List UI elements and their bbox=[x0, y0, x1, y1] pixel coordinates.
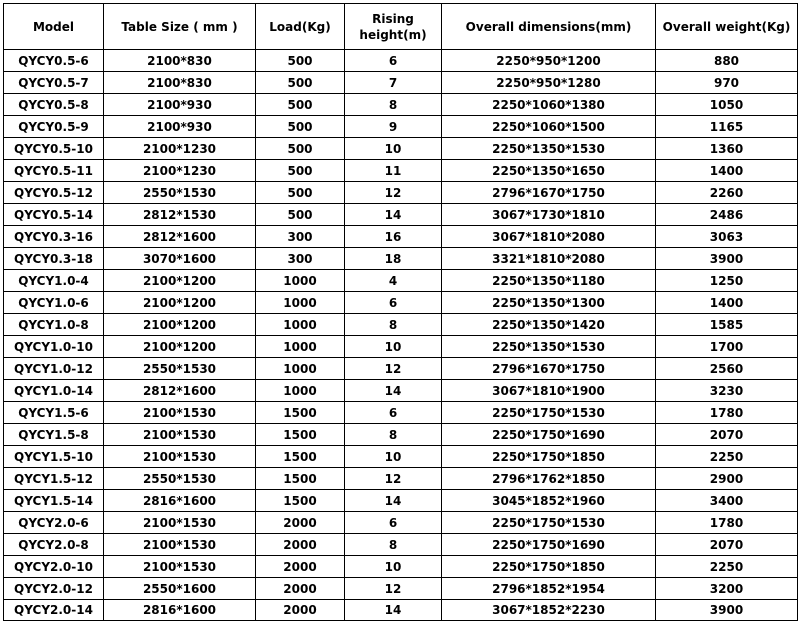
cell-overall-weight: 2260 bbox=[656, 182, 798, 204]
cell-overall-dimensions: 2250*1750*1850 bbox=[442, 556, 656, 578]
cell-overall-weight: 2070 bbox=[656, 424, 798, 446]
cell-rising-height: 8 bbox=[345, 424, 442, 446]
cell-load: 500 bbox=[256, 72, 345, 94]
cell-table-size: 2100*1200 bbox=[104, 314, 256, 336]
cell-overall-dimensions: 2250*1350*1420 bbox=[442, 314, 656, 336]
cell-rising-height: 6 bbox=[345, 292, 442, 314]
cell-table-size: 2100*930 bbox=[104, 94, 256, 116]
cell-overall-dimensions: 3321*1810*2080 bbox=[442, 248, 656, 270]
table-row bbox=[4, 336, 798, 358]
cell-load: 300 bbox=[256, 248, 345, 270]
cell-overall-dimensions: 2796*1670*1750 bbox=[442, 182, 656, 204]
cell-load: 500 bbox=[256, 50, 345, 72]
cell-overall-weight: 3900 bbox=[656, 248, 798, 270]
cell-model: QYCY1.5-12 bbox=[4, 468, 104, 490]
table-row bbox=[4, 292, 798, 314]
cell-overall-dimensions: 3067*1810*2080 bbox=[442, 226, 656, 248]
cell-load: 2000 bbox=[256, 534, 345, 556]
cell-overall-dimensions: 2796*1762*1850 bbox=[442, 468, 656, 490]
cell-load: 500 bbox=[256, 160, 345, 182]
cell-overall-dimensions: 3045*1852*1960 bbox=[442, 490, 656, 512]
cell-load: 2000 bbox=[256, 600, 345, 621]
cell-overall-dimensions: 3067*1852*2230 bbox=[442, 600, 656, 621]
cell-model: QYCY1.5-8 bbox=[4, 424, 104, 446]
cell-table-size: 3070*1600 bbox=[104, 248, 256, 270]
cell-rising-height: 12 bbox=[345, 578, 442, 600]
cell-model: QYCY2.0-10 bbox=[4, 556, 104, 578]
table-row bbox=[4, 446, 798, 468]
cell-load: 1000 bbox=[256, 380, 345, 402]
cell-load: 1000 bbox=[256, 358, 345, 380]
cell-overall-weight: 2900 bbox=[656, 468, 798, 490]
cell-model: QYCY0.3-18 bbox=[4, 248, 104, 270]
cell-table-size: 2100*830 bbox=[104, 50, 256, 72]
cell-load: 2000 bbox=[256, 512, 345, 534]
table-row bbox=[4, 226, 798, 248]
cell-overall-weight: 1585 bbox=[656, 314, 798, 336]
cell-overall-weight: 1400 bbox=[656, 160, 798, 182]
cell-load: 2000 bbox=[256, 578, 345, 600]
table-row bbox=[4, 160, 798, 182]
header-row bbox=[4, 4, 798, 50]
cell-load: 1500 bbox=[256, 468, 345, 490]
cell-overall-dimensions: 3067*1810*1900 bbox=[442, 380, 656, 402]
table-row bbox=[4, 424, 798, 446]
cell-table-size: 2100*1230 bbox=[104, 160, 256, 182]
cell-table-size: 2100*1530 bbox=[104, 534, 256, 556]
cell-model: QYCY0.5-8 bbox=[4, 94, 104, 116]
cell-rising-height: 8 bbox=[345, 94, 442, 116]
cell-rising-height: 16 bbox=[345, 226, 442, 248]
cell-load: 500 bbox=[256, 94, 345, 116]
cell-overall-dimensions: 2250*1750*1850 bbox=[442, 446, 656, 468]
cell-table-size: 2100*1200 bbox=[104, 270, 256, 292]
header-model: Model bbox=[4, 4, 104, 50]
cell-rising-height: 12 bbox=[345, 182, 442, 204]
table-row bbox=[4, 512, 798, 534]
cell-table-size: 2550*1530 bbox=[104, 468, 256, 490]
cell-load: 1500 bbox=[256, 446, 345, 468]
cell-overall-weight: 2070 bbox=[656, 534, 798, 556]
cell-model: QYCY0.3-16 bbox=[4, 226, 104, 248]
cell-overall-weight: 880 bbox=[656, 50, 798, 72]
specification-table bbox=[3, 3, 798, 621]
cell-load: 1000 bbox=[256, 314, 345, 336]
cell-overall-dimensions: 2250*1350*1650 bbox=[442, 160, 656, 182]
cell-load: 1000 bbox=[256, 336, 345, 358]
cell-overall-dimensions: 2250*1350*1300 bbox=[442, 292, 656, 314]
table-row bbox=[4, 72, 798, 94]
cell-table-size: 2550*1530 bbox=[104, 358, 256, 380]
cell-model: QYCY1.5-6 bbox=[4, 402, 104, 424]
table-row bbox=[4, 490, 798, 512]
cell-load: 1500 bbox=[256, 402, 345, 424]
table-row bbox=[4, 138, 798, 160]
cell-overall-weight: 1700 bbox=[656, 336, 798, 358]
cell-table-size: 2100*830 bbox=[104, 72, 256, 94]
table-row bbox=[4, 578, 798, 600]
header-rising-height: Rising height(m) bbox=[345, 4, 442, 50]
cell-overall-dimensions: 2250*1750*1690 bbox=[442, 534, 656, 556]
cell-table-size: 2100*1530 bbox=[104, 446, 256, 468]
cell-overall-weight: 3400 bbox=[656, 490, 798, 512]
cell-rising-height: 6 bbox=[345, 402, 442, 424]
cell-model: QYCY1.0-14 bbox=[4, 380, 104, 402]
cell-model: QYCY0.5-7 bbox=[4, 72, 104, 94]
cell-overall-dimensions: 2250*1060*1380 bbox=[442, 94, 656, 116]
header-load: Load(Kg) bbox=[256, 4, 345, 50]
table-body bbox=[4, 50, 798, 621]
cell-table-size: 2812*1530 bbox=[104, 204, 256, 226]
cell-overall-weight: 3230 bbox=[656, 380, 798, 402]
cell-model: QYCY0.5-10 bbox=[4, 138, 104, 160]
cell-model: QYCY1.0-8 bbox=[4, 314, 104, 336]
table-row bbox=[4, 94, 798, 116]
cell-rising-height: 14 bbox=[345, 380, 442, 402]
cell-table-size: 2550*1530 bbox=[104, 182, 256, 204]
cell-model: QYCY1.5-10 bbox=[4, 446, 104, 468]
header-table-size: Table Size ( mm ) bbox=[104, 4, 256, 50]
cell-model: QYCY0.5-12 bbox=[4, 182, 104, 204]
cell-model: QYCY1.5-14 bbox=[4, 490, 104, 512]
table-row bbox=[4, 468, 798, 490]
table-row bbox=[4, 402, 798, 424]
cell-model: QYCY1.0-4 bbox=[4, 270, 104, 292]
cell-overall-dimensions: 2250*1750*1690 bbox=[442, 424, 656, 446]
cell-model: QYCY1.0-6 bbox=[4, 292, 104, 314]
cell-overall-dimensions: 2250*950*1280 bbox=[442, 72, 656, 94]
cell-overall-weight: 2250 bbox=[656, 556, 798, 578]
table-row bbox=[4, 248, 798, 270]
cell-model: QYCY0.5-6 bbox=[4, 50, 104, 72]
cell-overall-weight: 1400 bbox=[656, 292, 798, 314]
cell-rising-height: 14 bbox=[345, 204, 442, 226]
cell-overall-dimensions: 2250*1060*1500 bbox=[442, 116, 656, 138]
cell-overall-weight: 3063 bbox=[656, 226, 798, 248]
cell-model: QYCY2.0-6 bbox=[4, 512, 104, 534]
cell-model: QYCY0.5-9 bbox=[4, 116, 104, 138]
cell-overall-weight: 2486 bbox=[656, 204, 798, 226]
cell-overall-weight: 1780 bbox=[656, 512, 798, 534]
table-row bbox=[4, 600, 798, 621]
cell-rising-height: 8 bbox=[345, 314, 442, 336]
cell-load: 1000 bbox=[256, 270, 345, 292]
cell-load: 300 bbox=[256, 226, 345, 248]
cell-overall-weight: 970 bbox=[656, 72, 798, 94]
cell-overall-dimensions: 2250*1350*1530 bbox=[442, 138, 656, 160]
cell-rising-height: 12 bbox=[345, 468, 442, 490]
cell-model: QYCY2.0-12 bbox=[4, 578, 104, 600]
cell-load: 500 bbox=[256, 116, 345, 138]
cell-overall-dimensions: 3067*1730*1810 bbox=[442, 204, 656, 226]
cell-overall-dimensions: 2250*1750*1530 bbox=[442, 402, 656, 424]
cell-rising-height: 4 bbox=[345, 270, 442, 292]
table-row bbox=[4, 116, 798, 138]
cell-table-size: 2100*1530 bbox=[104, 512, 256, 534]
cell-overall-dimensions: 2250*1350*1530 bbox=[442, 336, 656, 358]
cell-model: QYCY2.0-14 bbox=[4, 600, 104, 621]
cell-rising-height: 7 bbox=[345, 72, 442, 94]
cell-model: QYCY2.0-8 bbox=[4, 534, 104, 556]
cell-load: 1000 bbox=[256, 292, 345, 314]
cell-table-size: 2100*1200 bbox=[104, 336, 256, 358]
table-row bbox=[4, 314, 798, 336]
cell-model: QYCY0.5-14 bbox=[4, 204, 104, 226]
cell-table-size: 2100*1230 bbox=[104, 138, 256, 160]
table-row bbox=[4, 556, 798, 578]
cell-rising-height: 11 bbox=[345, 160, 442, 182]
cell-overall-weight: 1250 bbox=[656, 270, 798, 292]
table-row bbox=[4, 380, 798, 402]
cell-model: QYCY0.5-11 bbox=[4, 160, 104, 182]
cell-table-size: 2816*1600 bbox=[104, 600, 256, 621]
cell-rising-height: 10 bbox=[345, 556, 442, 578]
table-header bbox=[4, 4, 798, 50]
cell-load: 500 bbox=[256, 182, 345, 204]
cell-model: QYCY1.0-12 bbox=[4, 358, 104, 380]
table-row bbox=[4, 50, 798, 72]
cell-overall-weight: 2560 bbox=[656, 358, 798, 380]
cell-rising-height: 10 bbox=[345, 138, 442, 160]
cell-table-size: 2100*930 bbox=[104, 116, 256, 138]
cell-overall-weight: 1050 bbox=[656, 94, 798, 116]
cell-table-size: 2100*1530 bbox=[104, 556, 256, 578]
table-row bbox=[4, 358, 798, 380]
header-overall-dimensions: Overall dimensions(mm) bbox=[442, 4, 656, 50]
cell-rising-height: 14 bbox=[345, 600, 442, 621]
cell-load: 1500 bbox=[256, 490, 345, 512]
cell-overall-weight: 1360 bbox=[656, 138, 798, 160]
cell-overall-dimensions: 2250*1750*1530 bbox=[442, 512, 656, 534]
cell-overall-weight: 2250 bbox=[656, 446, 798, 468]
table-row bbox=[4, 270, 798, 292]
cell-load: 2000 bbox=[256, 556, 345, 578]
cell-overall-weight: 1780 bbox=[656, 402, 798, 424]
cell-rising-height: 14 bbox=[345, 490, 442, 512]
cell-table-size: 2550*1600 bbox=[104, 578, 256, 600]
cell-load: 500 bbox=[256, 138, 345, 160]
table-row bbox=[4, 182, 798, 204]
cell-overall-weight: 1165 bbox=[656, 116, 798, 138]
cell-rising-height: 10 bbox=[345, 336, 442, 358]
cell-table-size: 2812*1600 bbox=[104, 226, 256, 248]
cell-overall-weight: 3900 bbox=[656, 600, 798, 621]
cell-overall-dimensions: 2796*1852*1954 bbox=[442, 578, 656, 600]
cell-rising-height: 12 bbox=[345, 358, 442, 380]
cell-load: 1500 bbox=[256, 424, 345, 446]
cell-table-size: 2100*1200 bbox=[104, 292, 256, 314]
cell-table-size: 2100*1530 bbox=[104, 402, 256, 424]
header-overall-weight: Overall weight(Kg) bbox=[656, 4, 798, 50]
table-row bbox=[4, 534, 798, 556]
cell-overall-dimensions: 2250*1350*1180 bbox=[442, 270, 656, 292]
cell-model: QYCY1.0-10 bbox=[4, 336, 104, 358]
cell-table-size: 2816*1600 bbox=[104, 490, 256, 512]
cell-rising-height: 6 bbox=[345, 50, 442, 72]
cell-rising-height: 9 bbox=[345, 116, 442, 138]
cell-rising-height: 18 bbox=[345, 248, 442, 270]
cell-overall-dimensions: 2250*950*1200 bbox=[442, 50, 656, 72]
cell-load: 500 bbox=[256, 204, 345, 226]
cell-table-size: 2100*1530 bbox=[104, 424, 256, 446]
cell-overall-dimensions: 2796*1670*1750 bbox=[442, 358, 656, 380]
cell-overall-weight: 3200 bbox=[656, 578, 798, 600]
cell-rising-height: 8 bbox=[345, 534, 442, 556]
cell-rising-height: 10 bbox=[345, 446, 442, 468]
cell-table-size: 2812*1600 bbox=[104, 380, 256, 402]
cell-rising-height: 6 bbox=[345, 512, 442, 534]
table-row bbox=[4, 204, 798, 226]
